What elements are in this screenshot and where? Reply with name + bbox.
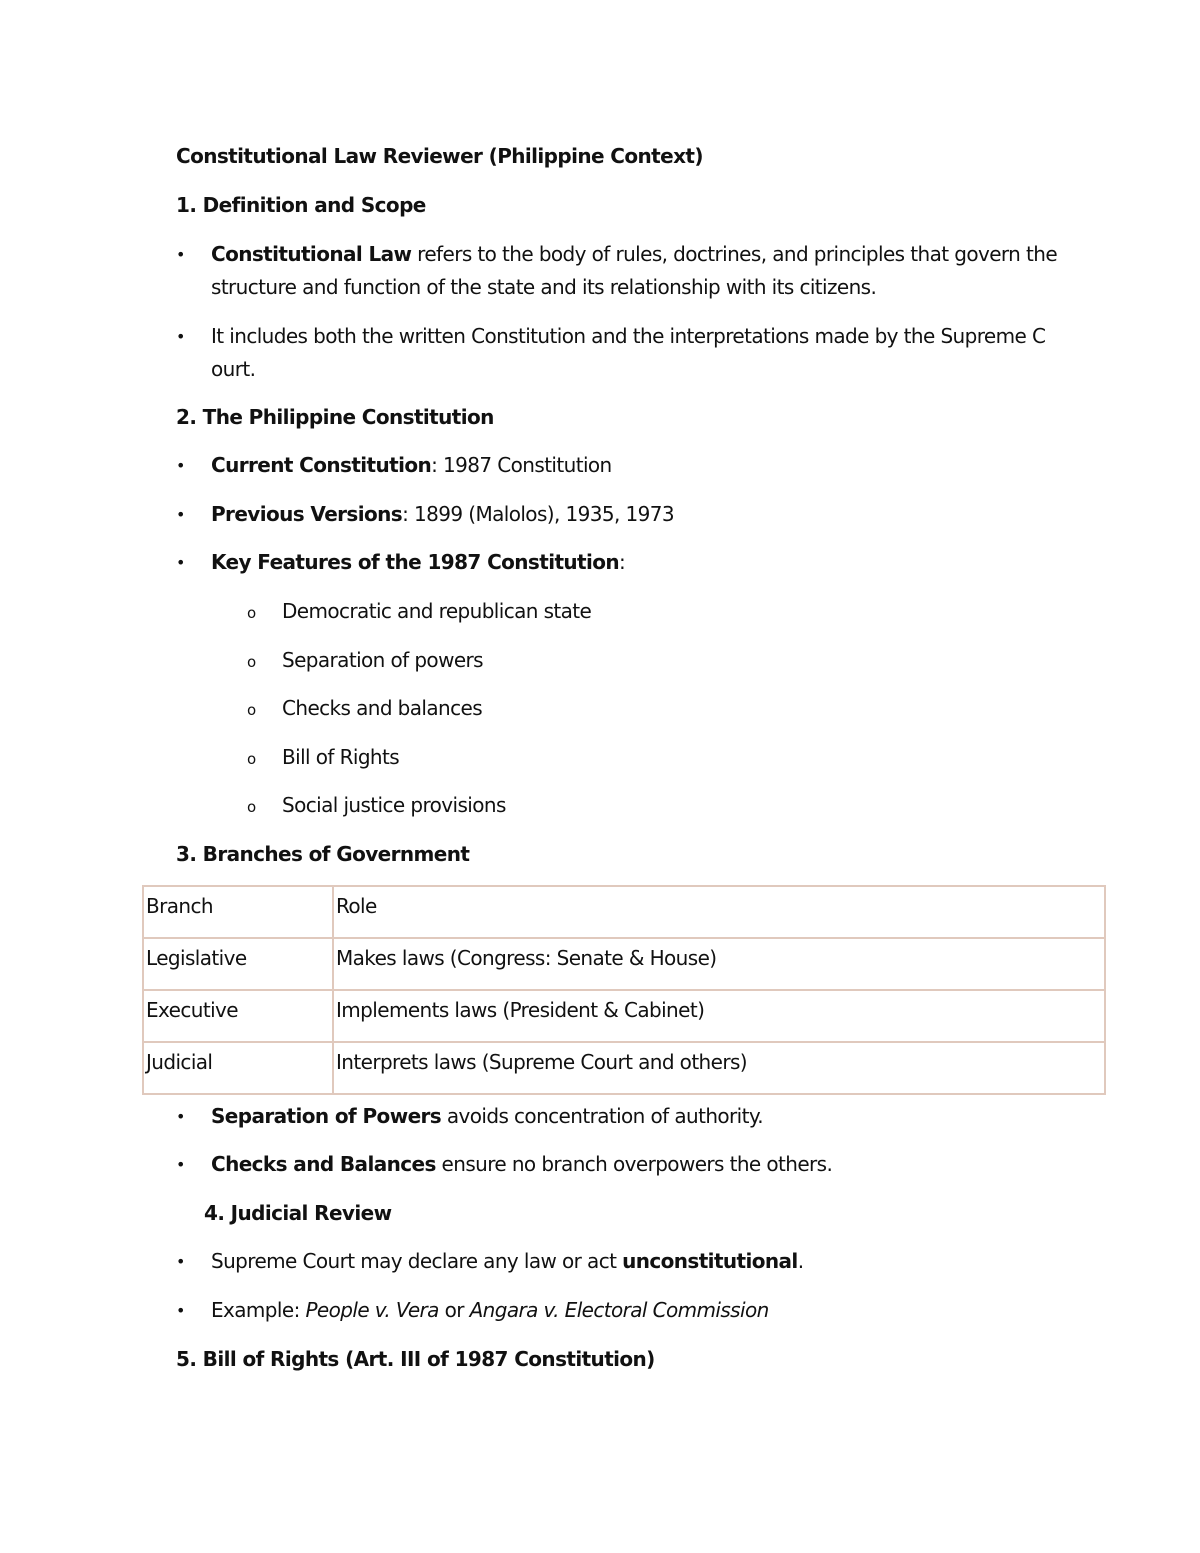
case-angara-v-electoral-commission: Angara v. Electoral Commission [469, 1298, 769, 1322]
section-heading-definition: 1. Definition and Scope [176, 193, 426, 217]
table-cell: Makes laws (Congress: Senate & House) [333, 938, 1105, 990]
definition-text: refers to the body of rules, doctrines, and principles that govern the [411, 242, 1058, 266]
bullet-icon: • [176, 1252, 186, 1271]
list-item-scope: It includes both the written Constitution and the interpretations made by the Supreme C [211, 324, 1046, 348]
feature-item: Checks and balances [282, 696, 483, 720]
sub-bullet-icon: o [247, 701, 257, 719]
example-label: Example: [211, 1298, 306, 1322]
term-checks-and-balances: Checks and Balances [211, 1152, 436, 1176]
term-constitutional-law: Constitutional Law [211, 242, 412, 266]
sub-bullet-icon: o [247, 653, 257, 671]
previous-versions-value: : 1899 (Malolos), 1935, 1973 [402, 502, 674, 526]
judicial-review-text: Supreme Court may declare any law or act [211, 1249, 623, 1273]
list-item-definition [211, 240, 1057, 268]
section-heading-judicial-review: 4. Judicial Review [204, 1201, 392, 1225]
case-people-v-vera: People v. Vera [305, 1298, 439, 1322]
term-unconstitutional: unconstitutional [622, 1249, 798, 1273]
list-item-example-cases [211, 1296, 769, 1324]
list-item-previous-versions [211, 500, 674, 528]
table-header-row [143, 886, 1105, 938]
term-current-constitution: Current Constitution [211, 453, 432, 477]
definition-text-continued: structure and function of the state and its relationship with its citizens. [211, 275, 877, 299]
term-key-features: Key Features of the 1987 Constitution [211, 550, 620, 574]
list-item-judicial-power [211, 1247, 803, 1275]
or-text: or [438, 1298, 470, 1322]
table-cell: Interprets laws (Supreme Court and others) [333, 1042, 1105, 1094]
feature-item: Democratic and republican state [282, 599, 592, 623]
key-features-colon: : [619, 550, 626, 574]
bullet-icon: • [176, 553, 186, 572]
table-cell: Judicial [143, 1042, 333, 1094]
bullet-icon: • [176, 245, 186, 264]
bullet-icon: • [176, 1301, 186, 1320]
feature-item: Separation of powers [282, 648, 483, 672]
bullet-icon: • [176, 1155, 186, 1174]
term-separation-of-powers: Separation of Powers [211, 1104, 442, 1128]
bullet-icon: • [176, 1107, 186, 1126]
bullet-icon: • [176, 327, 186, 346]
table-cell: Legislative [143, 938, 333, 990]
checks-text: ensure no branch overpowers the others. [435, 1152, 833, 1176]
table-header-cell: Branch [143, 886, 333, 938]
section-heading-bill-of-rights: 5. Bill of Rights (Art. III of 1987 Constitution) [176, 1347, 655, 1371]
list-item-current-constitution [211, 451, 612, 479]
section-heading-branches: 3. Branches of Government [176, 842, 470, 866]
feature-item: Social justice provisions [282, 793, 506, 817]
list-item-checks-and-balances [211, 1150, 832, 1178]
sub-bullet-icon: o [247, 750, 257, 768]
table-row [143, 1042, 1105, 1094]
table-header-cell: Role [333, 886, 1105, 938]
bullet-icon: • [176, 505, 186, 524]
current-constitution-value: : 1987 Constitution [431, 453, 612, 477]
period: . [797, 1249, 804, 1273]
term-previous-versions: Previous Versions [211, 502, 403, 526]
feature-item: Bill of Rights [282, 745, 400, 769]
document-title: Constitutional Law Reviewer (Philippine Context) [176, 144, 703, 168]
table-cell: Executive [143, 990, 333, 1042]
sub-bullet-icon: o [247, 604, 257, 622]
branches-table [142, 885, 1106, 1095]
list-item-separation-of-powers [211, 1102, 763, 1130]
list-item-scope-continued: ourt. [211, 357, 256, 381]
section-heading-constitution: 2. The Philippine Constitution [176, 405, 494, 429]
table-cell: Implements laws (President & Cabinet) [333, 990, 1105, 1042]
table-row [143, 938, 1105, 990]
sub-bullet-icon: o [247, 798, 257, 816]
separation-text: avoids concentration of authority. [441, 1104, 763, 1128]
bullet-icon: • [176, 456, 186, 475]
list-item-key-features [211, 548, 625, 576]
table-row [143, 990, 1105, 1042]
